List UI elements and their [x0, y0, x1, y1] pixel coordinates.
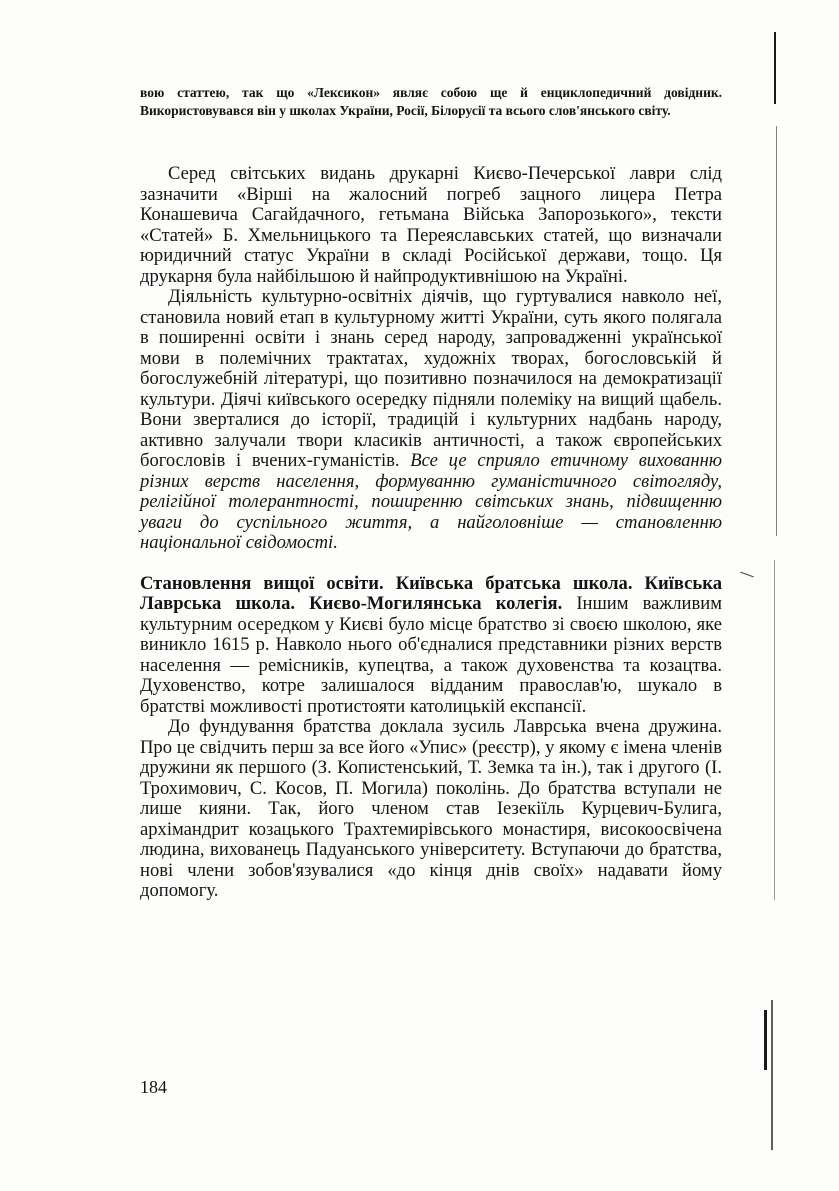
paragraph-2-italic: Все це сприяло етичному вихованню різних верств населення, формуванню гуманістичного світогляду, релігійної толерантності, поширенню світських знань, підвищенню уваги до суспільного життя, а найголовніше — становленню національної свідомості. — [140, 450, 722, 553]
paragraph-3: Іншим важливим культурним осередком у Києві було місце братство зі своєю школою, яке виникло 1615 р. Навколо нього об'єдналися представники різних верств населення — ремісників, купецтва, а також духовенства та козацтва. Духовенство, котре залишалося відданим православ'ю, шукало в братстві можливості протистояти католицькій експансії. — [140, 593, 722, 717]
scan-edge-artifact — [774, 560, 775, 900]
scan-edge-artifact — [771, 1000, 773, 1150]
page-number: 184 — [140, 1077, 167, 1097]
section-paragraph — [140, 574, 722, 718]
page-content — [140, 84, 722, 902]
paragraph-2 — [140, 287, 722, 554]
scan-edge-artifact — [774, 32, 776, 104]
scan-edge-artifact — [764, 1010, 767, 1070]
body-text — [140, 164, 722, 902]
paragraph-4: До фундування братства доклала зусиль Лаврська вчена дружина. Про це свідчить перш за все його «Упис» (реєстр), у якому є імена членів дружини як першого (З. Копистенський, Т. Земка та ін.), так і другого (І. Трохимович, С. Косов, П. Могила) поколінь. До братства вступали не лише кияни. Так, його членом став Іезекіїль Курцевич-Булига, архімандрит козацького Трахтемирівського монастиря, високоосвічена людина, вихованець Падуанського університету. Вступаючи до братства, нові члени зобов'язувалися «до кінця днів своїх» надавати йому допомогу. — [140, 716, 722, 901]
footnote-text: вою статтею, так що «Лексикон» являє собою ще й енциклопедичний довідник. Використовувався він у школах України, Росії, Білорусії та всього слов'янського світу. — [140, 85, 722, 118]
margin-mark — [740, 572, 753, 578]
scan-edge-artifact — [776, 126, 777, 536]
section-heading: Становлення вищої освіти. Київська братська школа. Київська Лаврська школа. Києво-Могилянська колегія. — [140, 572, 722, 614]
paragraph-1: Серед світських видань друкарні Києво-Печерської лаври слід зазначити «Вірші на жалосний погреб зацного лицера Петра Конашевича Сагайдачного, гетьмана Війська Запорозького», тексти «Статей» Б. Хмельницького та Переяславських статей, що визначали юридичний статус України в складі Російської держави, тощо. Ця друкарня була найбільшою й найпродуктивнішою на Україні. — [140, 163, 722, 287]
paragraph-2-text: Діяльність культурно-освітніх діячів, що гуртувалися навколо неї, становила новий етап в культурному житті України, суть якого полягала в поширенні освіти і знань серед народу, запровадженні української мови в полемічних трактатах, художніх творах, богословській й богослужебній літературі, що позитивно позначилося на демократизації культури. Діячі київського осередку підняли полеміку на вищий щабель. Вони зверталися до історії, традицій і культурних надбань народу, активно залучали твори класиків античності, а також європейських богословів і вчених-гуманістів. — [140, 286, 722, 471]
